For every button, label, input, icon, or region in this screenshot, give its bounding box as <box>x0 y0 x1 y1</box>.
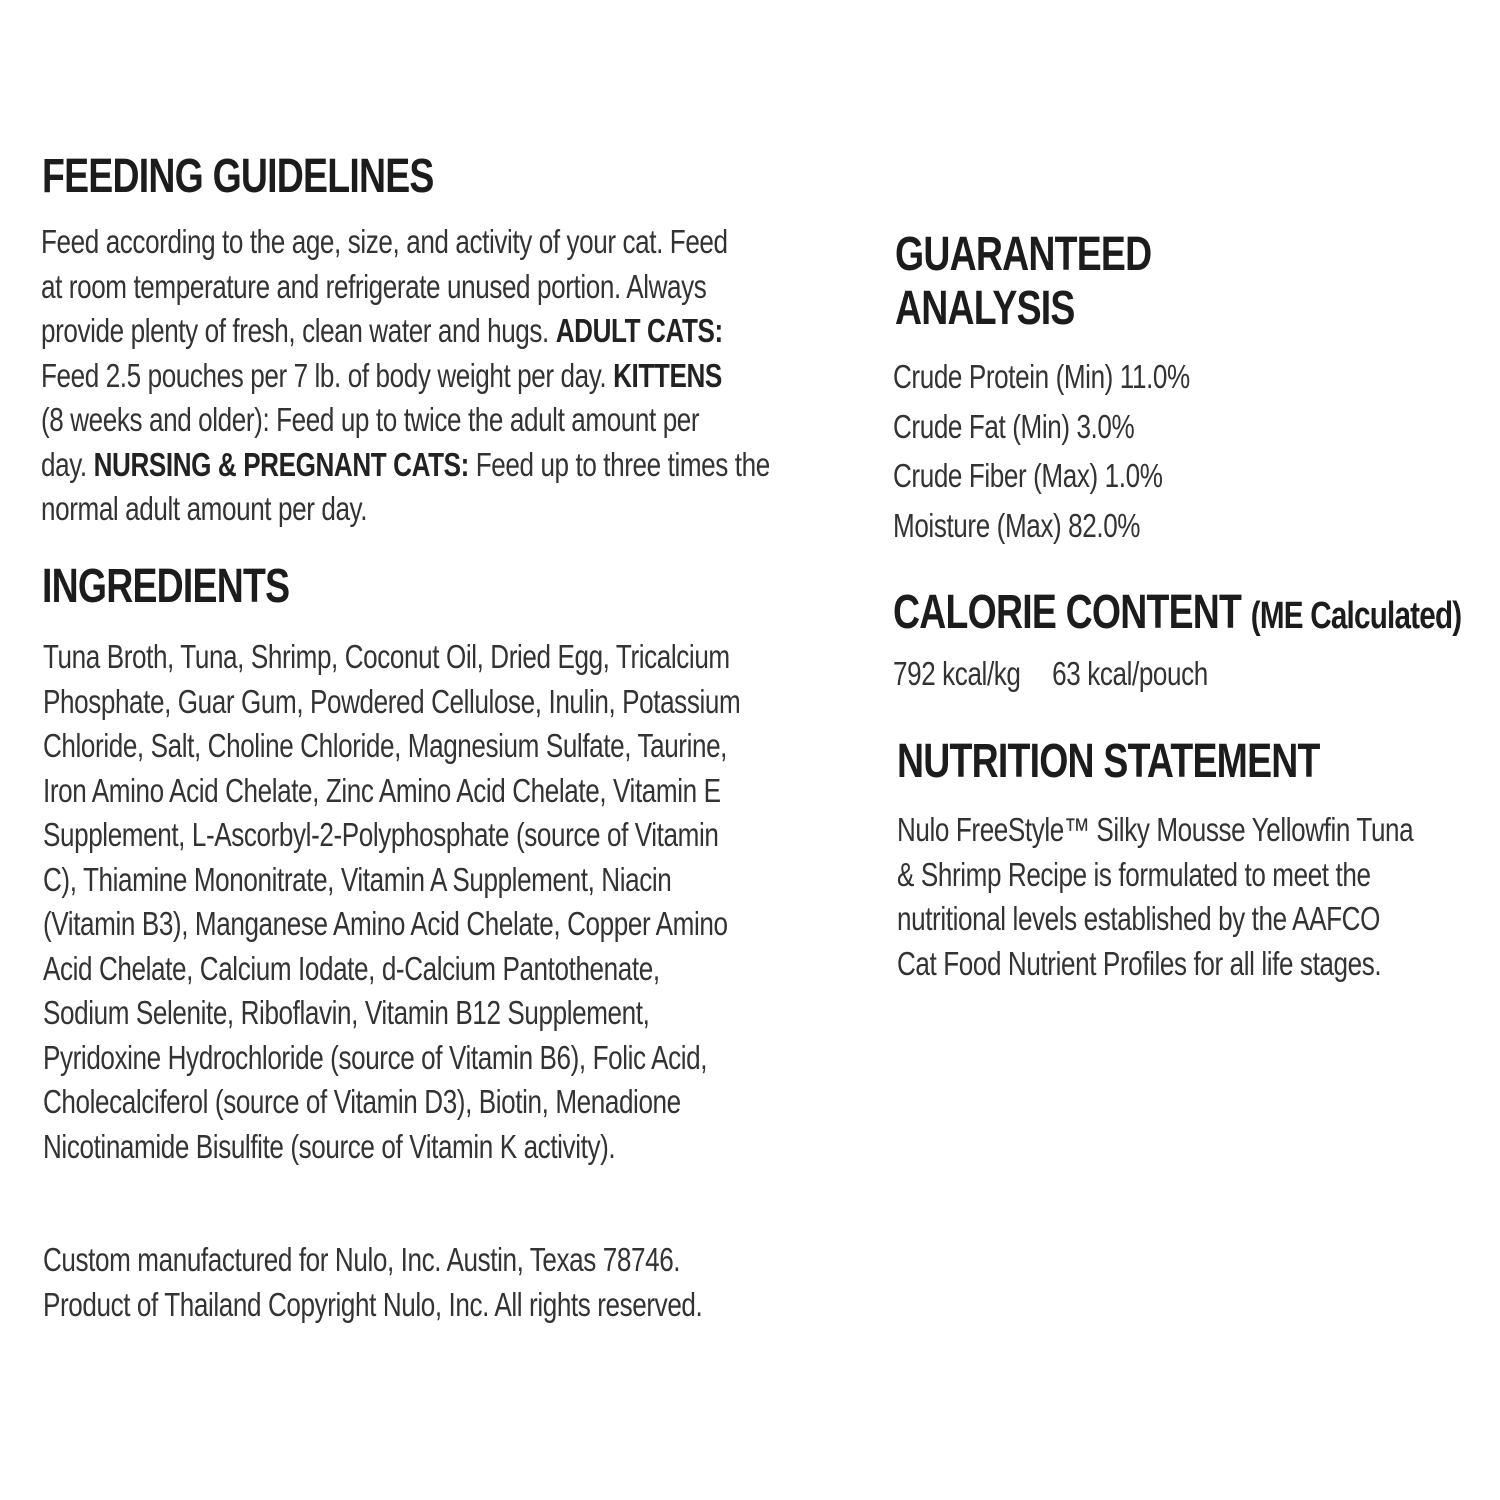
ingredients-line: Supplement, L-Ascorbyl-2-Polyphosphate (source of Vitamin <box>43 816 719 853</box>
ga-item-moisture: Moisture (Max) 82.0% <box>893 506 1141 544</box>
feeding-line-3 <box>41 309 847 354</box>
calorie-content-values <box>893 652 1367 697</box>
ingredients-line: Iron Amino Acid Chelate, Zinc Amino Acid Chelate, Vitamin E <box>43 771 721 809</box>
ingredients-line: Pyridoxine Hydrochloride (source of Vitamin B6), Folic Acid, <box>43 1038 708 1076</box>
ga-item-crude-fat: Crude Fat (Min) 3.0% <box>893 407 1135 445</box>
feeding-line-6-suffix: Feed up to three times the <box>468 445 770 483</box>
feeding-line-6-prefix: day. <box>41 445 94 483</box>
calorie-values-line <box>893 652 1367 697</box>
ns-line-3: nutritional levels established by the AAFCO <box>897 900 1380 937</box>
feeding-line-5: (8 weeks and older): Feed up to twice the adult amount per <box>41 401 700 438</box>
ns-line-4: Cat Food Nutrient Profiles for all life stages. <box>897 944 1382 982</box>
ingredients-line: Cholecalciferol (source of Vitamin D3), Biotin, Menadione <box>43 1083 681 1120</box>
calorie-content-subtitle: (ME Calculated) <box>1250 595 1462 637</box>
adult-cats-label: ADULT CATS: <box>555 312 723 349</box>
ns-line-2: & Shrimp Recipe is formulated to meet the <box>897 855 1371 893</box>
feeding-guidelines-heading: FEEDING GUIDELINES <box>42 150 434 203</box>
ingredients-line: Tuna Broth, Tuna, Shrimp, Coconut Oil, Dried Egg, Tricalcium <box>43 638 730 675</box>
manufacturer-footer <box>43 1238 849 1327</box>
feeding-line-1: Feed according to the age, size, and activity of your cat. Feed <box>41 223 728 260</box>
ingredients-line: C), Thiamine Mononitrate, Vitamin A Supplement, Niacin <box>43 860 672 898</box>
nursing-pregnant-label: NURSING & PREGNANT CATS: <box>93 445 469 483</box>
ingredients-list <box>43 635 849 1169</box>
ingredients-line: Sodium Selenite, Riboflavin, Vitamin B12 Supplement, <box>43 994 650 1031</box>
ga-title-line-1: GUARANTEED <box>895 228 1152 281</box>
kcal-per-pouch: 63 kcal/pouch <box>1052 655 1208 692</box>
ga-title-line-2: ANALYSIS <box>895 282 1075 335</box>
feeding-guidelines-text <box>41 220 847 532</box>
ingredients-line: Phosphate, Guar Gum, Powdered Cellulose, Inulin, Potassium <box>43 682 741 720</box>
feeding-line-3-text: provide plenty of fresh, clean water and hugs. <box>41 312 556 349</box>
calorie-content-heading <box>893 586 1461 643</box>
feeding-line-4 <box>41 354 847 399</box>
kittens-label: KITTENS <box>613 356 722 394</box>
ingredients-line: Acid Chelate, Calcium Iodate, d-Calcium Pantothenate, <box>43 949 660 987</box>
calorie-content-title: CALORIE CONTENT <box>893 586 1242 639</box>
ns-line-1: Nulo FreeStyle™ Silky Mousse Yellowfin Tuna <box>897 811 1414 848</box>
ingredients-line: (Vitamin B3), Manganese Amino Acid Chelate, Copper Amino <box>43 905 728 942</box>
footer-line-1: Custom manufactured for Nulo, Inc. Austin, Texas 78746. <box>43 1241 681 1278</box>
nutrition-statement-heading: NUTRITION STATEMENT <box>897 735 1320 788</box>
ga-item-crude-fiber: Crude Fiber (Max) 1.0% <box>893 457 1163 494</box>
ingredients-line: Nicotinamide Bisulfite (source of Vitamin K activity). <box>43 1127 616 1165</box>
feeding-line-4-text: Feed 2.5 pouches per 7 lb. of body weight per day. <box>41 356 614 394</box>
guaranteed-analysis-list <box>893 352 1288 550</box>
guaranteed-analysis-heading <box>895 228 1151 336</box>
ga-item-crude-protein: Crude Protein (Min) 11.0% <box>893 358 1190 395</box>
ingredients-heading: INGREDIENTS <box>42 560 290 613</box>
feeding-line-7: normal adult amount per day. <box>41 490 368 527</box>
footer-line-2: Product of Thailand Copyright Nulo, Inc. All rights reserved. <box>43 1285 703 1323</box>
nutrition-statement-text <box>897 808 1497 986</box>
ingredients-line: Chloride, Salt, Choline Chloride, Magnesium Sulfate, Taurine, <box>43 727 728 764</box>
feeding-line-2: at room temperature and refrigerate unused portion. Always <box>41 267 707 305</box>
kcal-per-kg: 792 kcal/kg <box>893 655 1021 692</box>
feeding-line-6 <box>41 443 847 488</box>
